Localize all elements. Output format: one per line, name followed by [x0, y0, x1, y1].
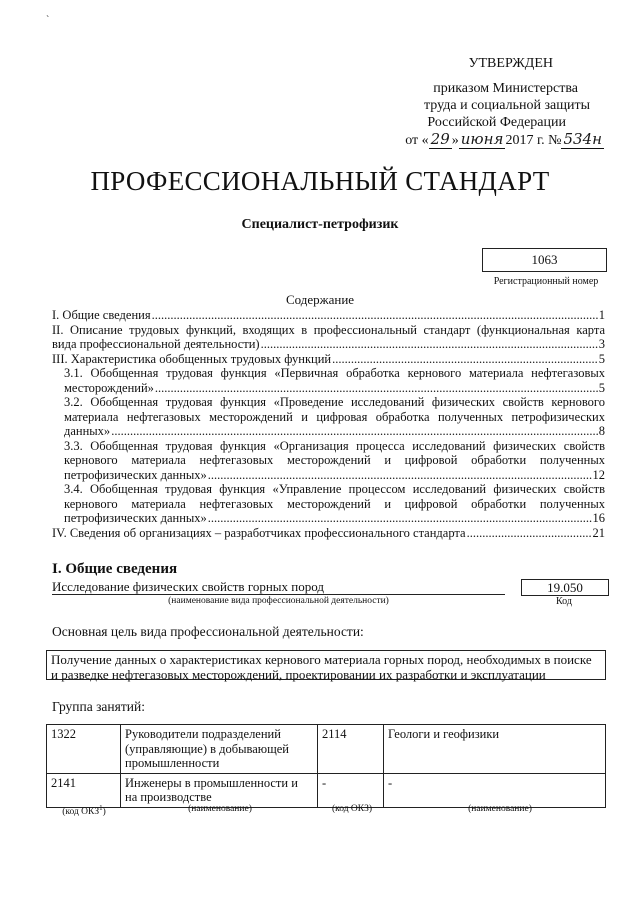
table-of-contents	[52, 308, 605, 540]
okz-code-cell: 1322	[47, 725, 121, 774]
approval-line1: приказом Министерства	[433, 81, 578, 96]
toc-entry-1[interactable]: I. Общие сведения ..... 1	[52, 308, 605, 323]
occupation-name-cell: Геологи и геофизики	[384, 725, 606, 774]
activity-name: Исследование физических свойств горных пород	[52, 580, 505, 595]
occupation-name-cell: Руководители подразделений (управляющие) в добывающей промышленности	[121, 725, 318, 774]
toc-entry-2[interactable]: II. Описание трудовых функций, входящих в профессиональный стандарт (функциональная карта вида профессиональной деятельности) ..... 3	[52, 323, 605, 352]
toc-entry-3-4[interactable]: 3.4. Обобщенная трудовая функция «Управление процессом исследований физических свойств кернового материала нефтегазовых месторождений и цифровой обработки полученных петрофизических данных» ..... 16	[52, 482, 605, 526]
approval-line2: труда и социальной защиты	[424, 98, 590, 113]
section-heading: I. Общие сведения	[52, 561, 178, 577]
okz-code-cell: 2114	[318, 725, 384, 774]
table-row	[47, 773, 606, 807]
handwritten-month: июня	[460, 130, 504, 148]
toc-entry-3-1[interactable]: 3.1. Обобщенная трудовая функция «Первичная обработка кернового материала нефтегазовых месторождений» ..... 5	[52, 366, 605, 395]
approval-date	[405, 131, 604, 149]
group-label: Группа занятий:	[52, 699, 145, 714]
date-prefix: от «	[405, 133, 429, 148]
occupation-name-cell: -	[384, 773, 606, 807]
handwritten-number: 534н	[563, 130, 602, 148]
name-caption-2: (наименование)	[468, 804, 532, 814]
okz-code-cell: -	[318, 773, 384, 807]
occupation-name-cell: Инженеры в промышленности и на производстве	[121, 773, 318, 807]
toc-entry-3[interactable]: III. Характеристика обобщенных трудовых функций ..... 5	[52, 352, 605, 367]
standard-name: Специалист-петрофизик	[241, 217, 399, 232]
toc-entry-3-2[interactable]: 3.2. Обобщенная трудовая функция «Проведение исследований физических свойств кернового материала нефтегазовых месторождений и цифровая обработка полученных петрофизических данных» ..... 8	[52, 395, 605, 439]
goal-text: Получение данных о характеристиках кернового материала горных пород, необходимых в поиске и разведке нефтегазовых месторождений, проектировании их разработки и эксплуатации	[46, 650, 606, 680]
handwritten-day: 29	[430, 130, 450, 148]
activity-caption: (наименование вида профессиональной деятельности)	[168, 596, 389, 606]
date-year: 2017 г. №	[505, 133, 562, 148]
okz-caption-1: (код ОКЗ$^1$)	[62, 804, 106, 818]
registration-caption: Регистрационный номер	[493, 276, 599, 287]
code-caption: Код	[556, 596, 572, 607]
toc-entry-3-3[interactable]: 3.3. Обобщенная трудовая функция «Организация процесса исследований физических свойств кернового материала нефтегазовых месторождений и цифровой обработки полученных петрофизических данных» ..... 12	[52, 439, 605, 483]
approval-line3: Российской Федерации	[427, 115, 566, 130]
okz-caption-2: (код ОКЗ)	[331, 804, 373, 814]
goal-label: Основная цель вида профессиональной деятельности:	[52, 624, 364, 639]
toc-entry-4[interactable]: IV. Сведения об организациях – разработчиках профессионального стандарта ..... 21	[52, 526, 605, 541]
name-caption-1: (наименование)	[188, 804, 252, 814]
approval-heading: УТВЕРЖДЕН	[468, 56, 553, 71]
date-mid: »	[451, 133, 459, 148]
okz-code-cell: 2141	[47, 773, 121, 807]
toc-heading: Содержание	[285, 292, 355, 307]
registration-number: 1063	[482, 248, 607, 272]
activity-code: 19.050	[521, 579, 609, 596]
occupation-group-table	[46, 724, 606, 808]
page-title: ПРОФЕССИОНАЛЬНЫЙ СТАНДАРТ	[90, 166, 550, 196]
table-row	[47, 725, 606, 774]
scan-mark: `	[46, 15, 50, 26]
